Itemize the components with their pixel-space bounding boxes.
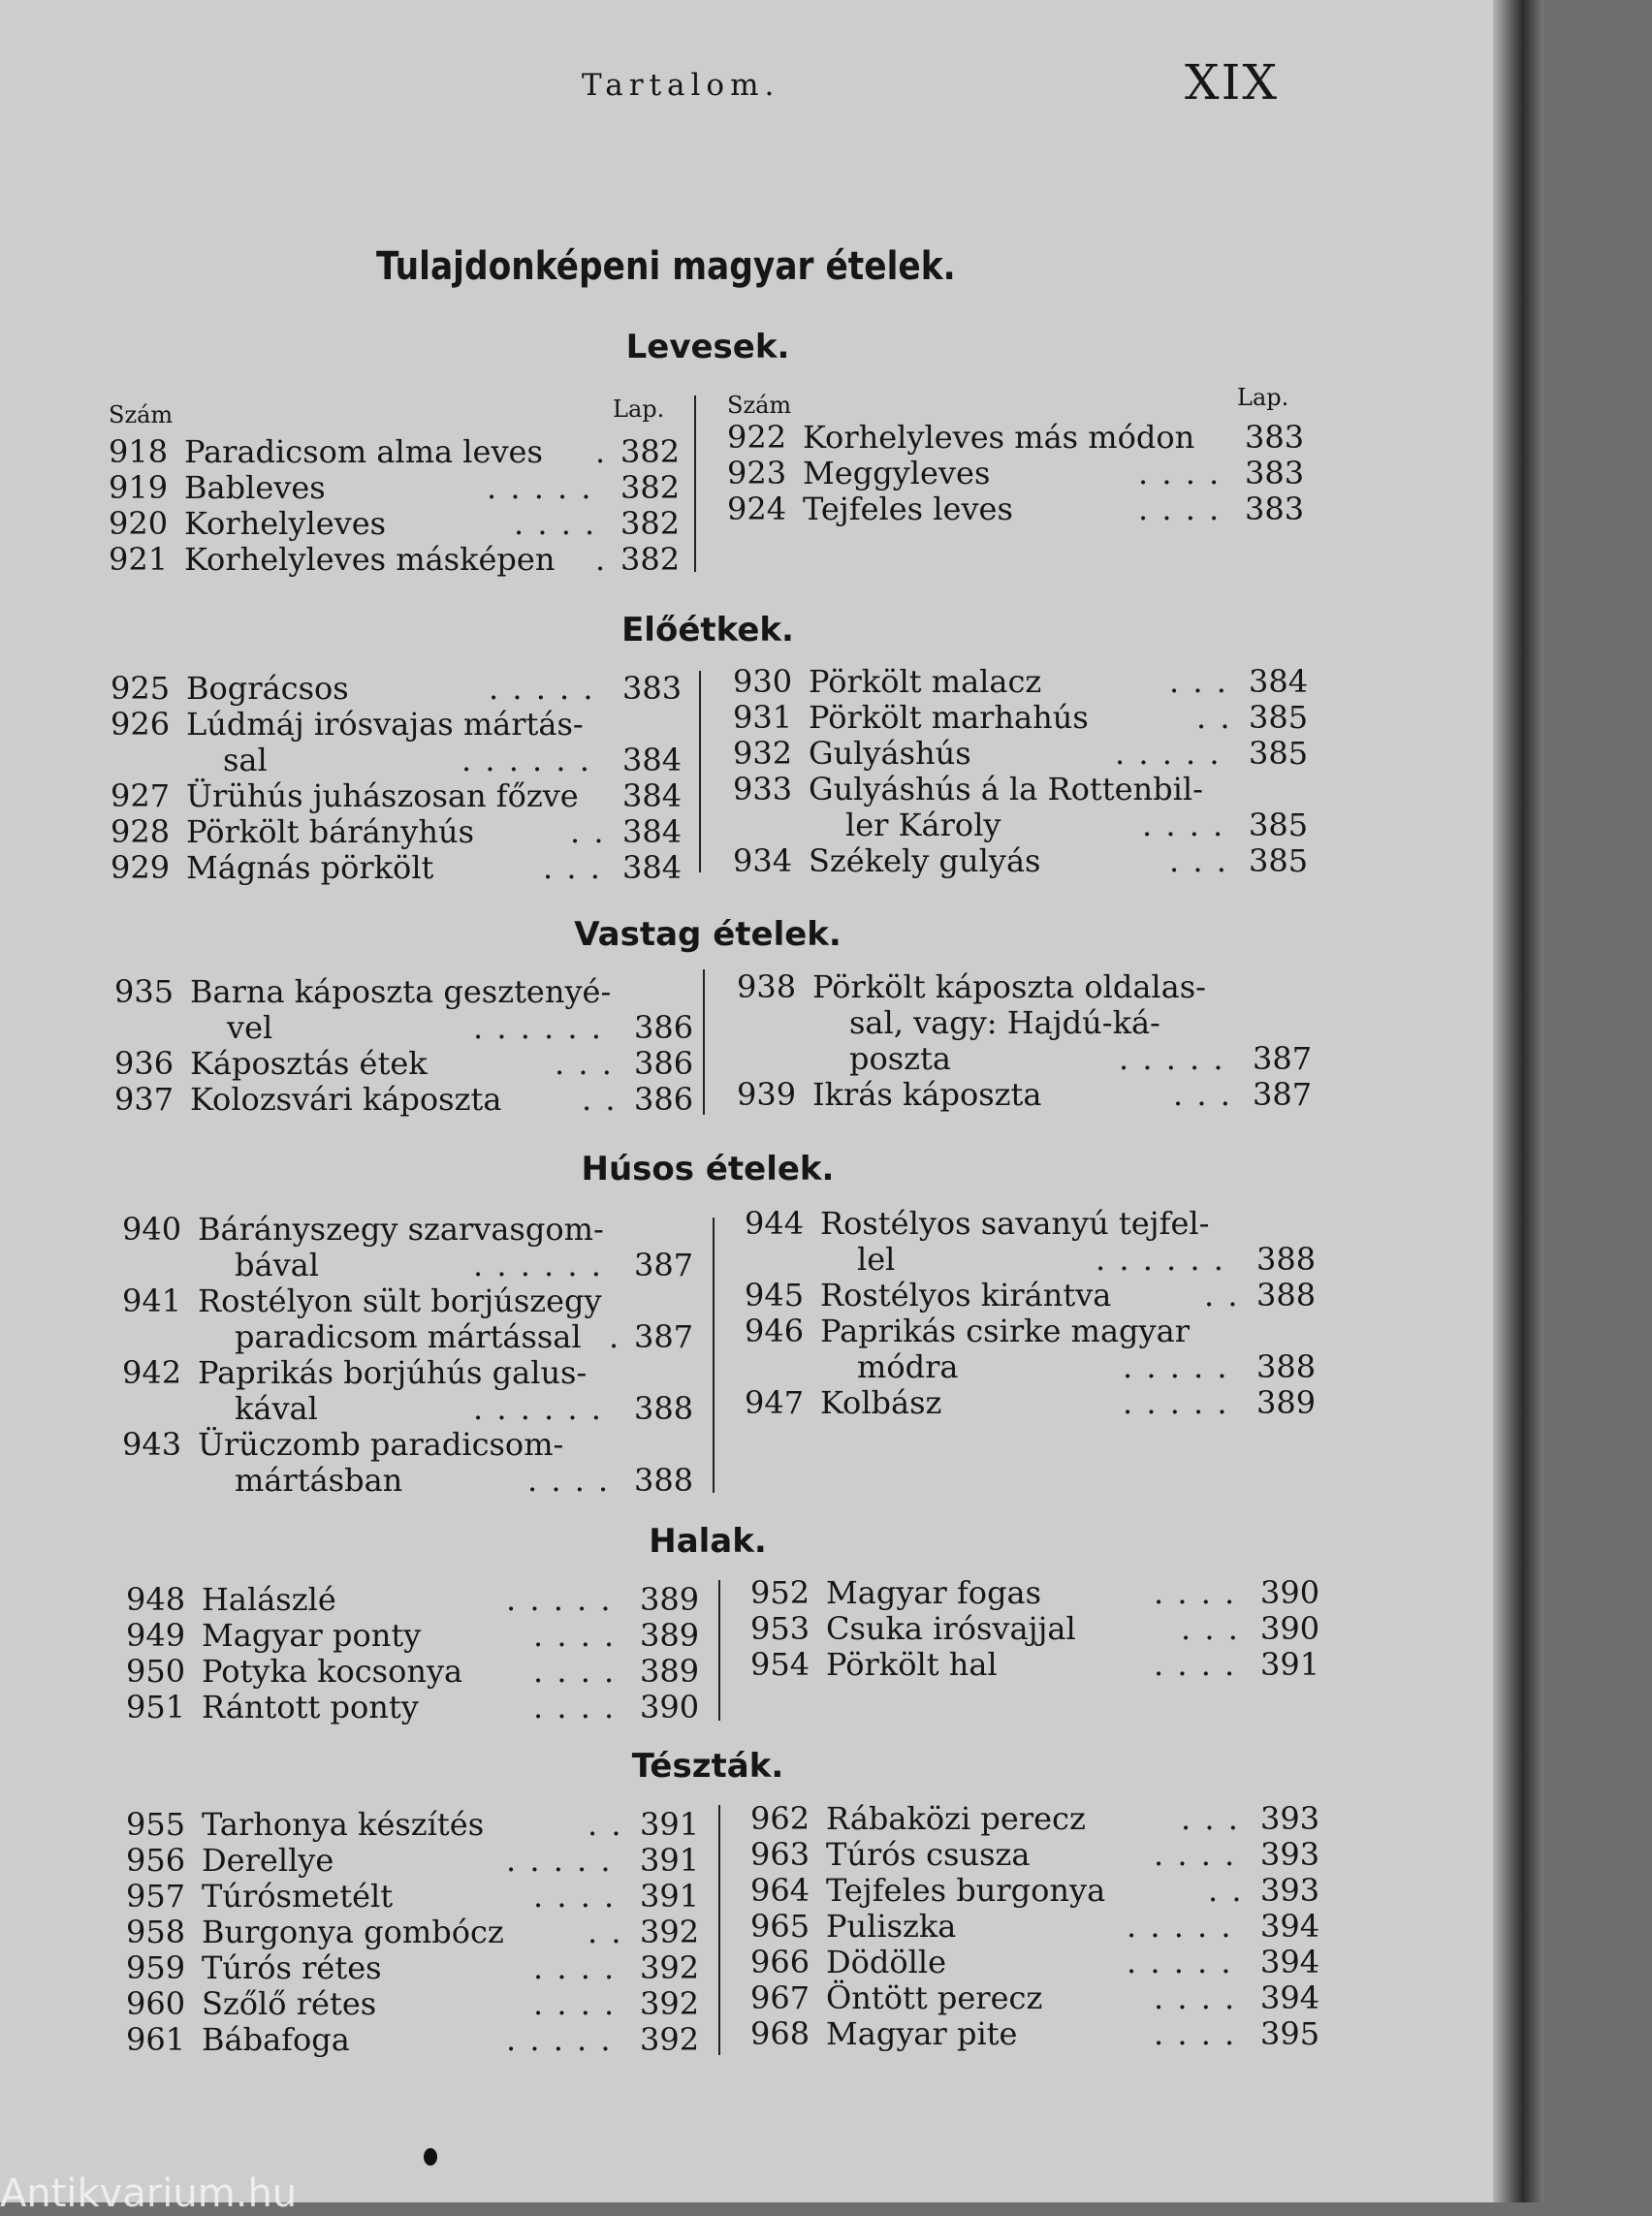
page-reference: 389 — [1256, 1384, 1317, 1421]
entry-title: Túrós csusza — [826, 1836, 1031, 1873]
dot-leader: . . . . . — [1123, 1384, 1229, 1421]
dot-leader: . . . — [1181, 1610, 1240, 1647]
list-item — [750, 2016, 1017, 2052]
entry-title: Korhelyleves másképen — [184, 541, 556, 578]
list-item — [111, 671, 349, 707]
entry-title-continuation: kával — [235, 1390, 318, 1427]
page-reference: 385 — [1249, 699, 1309, 736]
entry-number: 924 — [727, 491, 787, 527]
page-reference: 394 — [1260, 1908, 1320, 1945]
entry-number: 922 — [727, 419, 787, 456]
dot-leader: . . . — [1169, 663, 1228, 700]
page-reference: 392 — [640, 1914, 700, 1950]
entry-title-continuation: ler Károly — [845, 807, 1001, 843]
entry-number: 952 — [750, 1574, 810, 1611]
entry-title: Dödölle — [826, 1944, 947, 1980]
dot-leader: . . . . . — [506, 2021, 613, 2058]
column-divider — [718, 1805, 720, 2055]
entry-title-continuation: paradicsom mártással — [235, 1318, 582, 1355]
entry-title-continuation: mártásban — [235, 1462, 403, 1499]
dot-leader: . . . . . — [1127, 1944, 1233, 1980]
page-reference: 390 — [1260, 1574, 1320, 1611]
entry-number: 923 — [727, 455, 787, 491]
page-title: Tulajdonképeni magyar ételek. — [376, 244, 956, 289]
list-item — [126, 1950, 382, 1986]
entry-title: Ürüczomb paradicsom- — [198, 1426, 564, 1463]
entry-title: Tarhonya készítés — [202, 1806, 485, 1843]
list-item — [727, 491, 1013, 527]
column-divider — [699, 671, 701, 872]
entry-title: Korhelyleves más módon — [803, 419, 1195, 456]
page-reference: 387 — [1253, 1076, 1313, 1113]
dot-leader: . . . . — [533, 1653, 617, 1690]
entry-number: 956 — [126, 1842, 186, 1879]
dot-leader: . — [595, 541, 608, 578]
entry-title: Székely gulyás — [809, 842, 1041, 879]
list-item — [745, 1206, 1209, 1242]
entry-title-continuation: vel — [227, 1009, 273, 1046]
list-item — [733, 736, 971, 772]
column-divider — [718, 1580, 720, 1721]
dot-leader: . . . . . — [1115, 735, 1222, 772]
list-item — [111, 778, 579, 814]
dot-leader: . . — [1204, 1277, 1240, 1314]
entry-title: Bográcsos — [186, 670, 349, 707]
dot-leader: . . . . — [533, 1689, 617, 1725]
entry-title: Szőlő rétes — [202, 1985, 377, 2022]
entry-number: 920 — [109, 505, 169, 542]
page-reference: 384 — [1249, 663, 1309, 700]
dot-leader: . . . — [1181, 1800, 1240, 1837]
entry-title: Halászlé — [202, 1581, 336, 1618]
entry-title: Pörkölt bárányhús — [186, 813, 474, 850]
page-reference: 383 — [1245, 419, 1305, 456]
page-reference: 387 — [634, 1247, 694, 1283]
list-item — [737, 969, 1206, 1005]
page-reference: 386 — [634, 1045, 694, 1082]
entry-title: Pörkölt marhahús — [809, 699, 1089, 736]
list-item — [750, 1873, 1105, 1909]
entry-number: 947 — [745, 1384, 805, 1421]
entry-number: 941 — [122, 1282, 182, 1319]
list-item — [727, 456, 990, 491]
list-item — [750, 1611, 1076, 1647]
page-reference: 387 — [1253, 1040, 1313, 1077]
running-head: Tartalom. — [582, 68, 780, 103]
page-reference: 387 — [634, 1318, 694, 1355]
entry-title: Meggyleves — [803, 455, 991, 491]
entry-number: 945 — [745, 1277, 805, 1314]
page-reference: 391 — [640, 1842, 700, 1879]
dot-leader: . . . . . . — [473, 1009, 603, 1046]
entry-number: 942 — [122, 1354, 182, 1391]
list-item — [126, 1807, 484, 1843]
dot-leader: . . . — [1173, 1076, 1232, 1113]
page-reference: 388 — [1256, 1241, 1317, 1278]
entry-title-continuation: poszta — [849, 1040, 951, 1077]
entry-number: 966 — [750, 1944, 810, 1980]
dot-leader: . . . . — [1154, 1574, 1237, 1611]
entry-number: 934 — [733, 842, 793, 879]
dot-leader: . . — [582, 1081, 618, 1118]
entry-title: Paprikás csirke magyar — [820, 1313, 1190, 1349]
entry-title: Bableves — [184, 469, 326, 506]
page-reference: 389 — [640, 1617, 700, 1654]
list-item — [745, 1278, 1111, 1314]
entry-title: Kolbász — [820, 1384, 942, 1421]
entry-title: Csuka irósvajjal — [826, 1610, 1076, 1647]
entry-number: 959 — [126, 1949, 186, 1986]
column-head-page: Lap. — [1237, 384, 1289, 411]
column-divider — [713, 1218, 715, 1493]
page-reference: 385 — [1249, 842, 1309, 879]
dot-leader: . . . . — [1142, 807, 1225, 843]
dot-leader: . . . . — [1138, 455, 1222, 491]
section-heading: Tészták. — [631, 1747, 784, 1786]
entry-title: Pörkölt hal — [826, 1646, 998, 1683]
list-item — [109, 506, 386, 542]
page-reference: 383 — [622, 670, 683, 707]
entry-number: 926 — [111, 706, 171, 743]
list-item — [745, 1385, 941, 1421]
page-reference: 384 — [622, 813, 683, 850]
entry-title: Derellye — [202, 1842, 334, 1879]
entry-title-continuation: lel — [857, 1241, 896, 1278]
list-item — [109, 434, 543, 470]
entry-title: Magyar ponty — [202, 1617, 422, 1654]
entry-number: 951 — [126, 1689, 186, 1725]
entry-number: 921 — [109, 541, 169, 578]
section-heading: Levesek. — [625, 328, 790, 366]
dot-leader: . . . . . . — [473, 1390, 603, 1427]
page-reference: 385 — [1249, 735, 1309, 772]
dot-leader: . . . . . — [1127, 1908, 1233, 1945]
entry-title: Rostélyon sült borjúszegy — [198, 1282, 602, 1319]
list-item — [122, 1355, 587, 1391]
entry-title: Pörkölt káposzta oldalas- — [812, 968, 1206, 1005]
section-heading: Vastag ételek. — [574, 915, 842, 954]
entry-number: 933 — [733, 771, 793, 807]
entry-title: Tejfeles leves — [803, 491, 1013, 527]
entry-number: 960 — [126, 1985, 186, 2022]
entry-number: 927 — [111, 777, 171, 814]
page-reference: 382 — [620, 469, 681, 506]
dot-leader: . . — [1196, 699, 1232, 736]
page-reference: 386 — [634, 1081, 694, 1118]
entry-number: 965 — [750, 1908, 810, 1945]
entry-number: 930 — [733, 663, 793, 700]
entry-number: 954 — [750, 1646, 810, 1683]
list-item — [750, 1801, 1086, 1837]
page-reference: 390 — [640, 1689, 700, 1725]
entry-number: 946 — [745, 1313, 805, 1349]
entry-title: Korhelyleves — [184, 505, 387, 542]
dot-leader: . . — [570, 813, 606, 850]
list-item — [733, 843, 1040, 879]
page-reference: 389 — [640, 1581, 700, 1618]
entry-number: 935 — [114, 973, 175, 1010]
dot-leader: . . . . . — [1119, 1040, 1225, 1077]
dot-leader: . . . . — [1154, 2015, 1237, 2052]
entry-title: Potyka kocsonya — [202, 1653, 463, 1690]
list-item — [111, 814, 474, 850]
dot-leader: . . . . — [1154, 1836, 1237, 1873]
dot-leader: . . . . . . — [473, 1247, 603, 1283]
section-heading: Húsos ételek. — [581, 1150, 835, 1188]
entry-title: Rostélyos savanyú tejfel- — [820, 1205, 1210, 1242]
entry-title: Kolozsvári káposzta — [190, 1081, 502, 1118]
ink-spot — [424, 2148, 437, 2166]
entry-title: Ürühús juhászosan főzve — [186, 777, 579, 814]
entry-title: Bábafoga — [202, 2021, 350, 2058]
list-item — [126, 1986, 376, 2022]
list-item — [750, 1837, 1030, 1873]
entry-title: Barna káposzta gesztenyé- — [190, 973, 612, 1010]
page-reference: 390 — [1260, 1610, 1320, 1647]
page-reference: 392 — [640, 2021, 700, 2058]
entry-number: 953 — [750, 1610, 810, 1647]
list-item — [733, 700, 1089, 736]
dot-leader: . . . — [555, 1045, 614, 1082]
list-item — [750, 1575, 1041, 1611]
entry-number: 939 — [737, 1076, 797, 1113]
entry-title: Gulyáshús — [809, 735, 971, 772]
entry-number: 943 — [122, 1426, 182, 1463]
entry-number: 937 — [114, 1081, 175, 1118]
page-reference: 391 — [640, 1806, 700, 1843]
entry-number: 961 — [126, 2021, 186, 2058]
entry-number: 936 — [114, 1045, 175, 1082]
list-item — [114, 1046, 428, 1082]
entry-title: Magyar pite — [826, 2015, 1018, 2052]
column-head-number: Szám — [109, 401, 174, 428]
page-reference: 384 — [622, 777, 683, 814]
dot-leader: . — [595, 433, 608, 470]
page-reference: 393 — [1260, 1836, 1320, 1873]
list-item — [126, 1654, 462, 1690]
page-reference: 383 — [1245, 491, 1305, 527]
entry-number: 964 — [750, 1872, 810, 1909]
page-reference: 382 — [620, 505, 681, 542]
page-reference: 383 — [1245, 455, 1305, 491]
list-item — [126, 2022, 350, 2058]
list-item — [126, 1843, 334, 1879]
page-number-roman: XIX — [1185, 54, 1279, 111]
page-reference: 382 — [620, 541, 681, 578]
entry-number: 929 — [111, 849, 171, 886]
entry-title: Burgonya gombócz — [202, 1914, 504, 1950]
dot-leader: . . . . — [527, 1462, 611, 1499]
dot-leader: . . . . . — [1123, 1348, 1229, 1385]
entry-title-continuation: módra — [857, 1348, 959, 1385]
page-reference: 391 — [640, 1878, 700, 1915]
dot-leader: . . — [588, 1914, 623, 1950]
list-item — [114, 974, 611, 1010]
dot-leader: . . . . — [533, 1617, 617, 1654]
page-reference: 392 — [640, 1985, 700, 2022]
list-item — [727, 420, 1194, 456]
dot-leader: . . . . . — [506, 1842, 613, 1879]
list-item — [109, 542, 555, 578]
entry-number: 949 — [126, 1617, 186, 1654]
list-item — [122, 1212, 604, 1248]
dot-leader: . . . . . — [506, 1581, 613, 1618]
page-reference: 389 — [640, 1653, 700, 1690]
list-item — [750, 1647, 998, 1683]
dot-leader: . . . . — [533, 1949, 617, 1986]
entry-title: Bárányszegy szarvasgom- — [198, 1211, 604, 1248]
column-head-number: Szám — [727, 392, 792, 419]
dot-leader: . . . . — [514, 505, 597, 542]
entry-number: 967 — [750, 1979, 810, 2016]
section-heading: Előétkek. — [621, 611, 794, 649]
dot-leader: . . . — [1169, 842, 1228, 879]
list-item — [126, 1582, 336, 1618]
entry-number: 948 — [126, 1581, 186, 1618]
entry-title: Mágnás pörkölt — [186, 849, 434, 886]
column-divider — [694, 396, 696, 572]
dot-leader: . . . . — [1154, 1979, 1237, 2016]
list-item — [111, 707, 584, 743]
dot-leader: . . . . . — [487, 469, 593, 506]
list-item — [111, 850, 433, 886]
entry-number: 963 — [750, 1836, 810, 1873]
entry-number: 931 — [733, 699, 793, 736]
entry-title: Ikrás káposzta — [812, 1076, 1042, 1113]
page-reference: 388 — [1256, 1277, 1317, 1314]
page-reference: 384 — [622, 849, 683, 886]
list-item — [126, 1915, 504, 1950]
entry-number: 940 — [122, 1211, 182, 1248]
entry-number: 944 — [745, 1205, 805, 1242]
dot-leader: . — [609, 1318, 621, 1355]
entry-title: Káposztás étek — [190, 1045, 428, 1082]
list-item — [733, 772, 1203, 807]
entry-number: 962 — [750, 1800, 810, 1837]
entry-title: Gulyáshús á la Rottenbil- — [809, 771, 1203, 807]
entry-title: Rántott ponty — [202, 1689, 419, 1725]
entry-number: 957 — [126, 1878, 186, 1915]
entry-title: Tejfeles burgonya — [826, 1872, 1106, 1909]
entry-title: Lúdmáj irósvajas mártás- — [186, 706, 584, 743]
list-item — [126, 1879, 393, 1915]
page-reference: 393 — [1260, 1872, 1320, 1909]
entry-title-continuation: sal — [223, 742, 268, 778]
page-reference: 394 — [1260, 1944, 1320, 1980]
watermark: Antikvarium.hu — [0, 2171, 298, 2216]
entry-title-continuation: bával — [235, 1247, 319, 1283]
dot-leader: . . . . — [1154, 1646, 1237, 1683]
entry-title: Rostélyos kirántva — [820, 1277, 1112, 1314]
dot-leader: . . . . — [1138, 491, 1222, 527]
page-reference: 386 — [634, 1009, 694, 1046]
entry-title: Pörkölt malacz — [809, 663, 1042, 700]
list-item — [109, 470, 326, 506]
entry-number: 955 — [126, 1806, 186, 1843]
page-reference: 391 — [1260, 1646, 1320, 1683]
entry-number: 958 — [126, 1914, 186, 1950]
entry-number: 950 — [126, 1653, 186, 1690]
entry-title: Puliszka — [826, 1908, 957, 1945]
dot-leader: . . . . . . — [461, 742, 591, 778]
entry-number: 919 — [109, 469, 169, 506]
entry-number: 918 — [109, 433, 169, 470]
entry-number: 968 — [750, 2015, 810, 2052]
dot-leader: . . . — [543, 849, 602, 886]
column-divider — [703, 969, 705, 1115]
list-item — [126, 1618, 421, 1654]
list-item — [126, 1690, 419, 1725]
dot-leader: . . . . — [533, 1878, 617, 1915]
page-reference: 395 — [1260, 2015, 1320, 2052]
entry-number: 925 — [111, 670, 171, 707]
dot-leader: . . — [588, 1806, 623, 1843]
entry-title: Túrós rétes — [202, 1949, 382, 1986]
list-item — [745, 1314, 1190, 1349]
dot-leader: . . . . . — [489, 670, 595, 707]
list-item — [114, 1082, 501, 1118]
entry-title: Öntött perecz — [826, 1979, 1043, 2016]
page-reference: 384 — [622, 742, 683, 778]
entry-title: Paradicsom alma leves — [184, 433, 543, 470]
list-item — [733, 664, 1041, 700]
entry-title: Túrósmetélt — [202, 1878, 394, 1915]
page-reference: 385 — [1249, 807, 1309, 843]
page-reference: 394 — [1260, 1979, 1320, 2016]
list-item — [750, 1909, 956, 1945]
list-item — [750, 1980, 1042, 2016]
entry-number: 928 — [111, 813, 171, 850]
page-reference: 388 — [634, 1390, 694, 1427]
entry-title-continuation: sal, vagy: Hajdú-ká- — [849, 1004, 1160, 1041]
page-reference: 392 — [640, 1949, 700, 1986]
entry-number: 932 — [733, 735, 793, 772]
page-edge-binding — [1493, 0, 1543, 2202]
dot-leader: . . . . . . — [1096, 1241, 1225, 1278]
list-item — [737, 1077, 1041, 1113]
entry-title: Rábaközi perecz — [826, 1800, 1086, 1837]
dot-leader: . . — [1208, 1872, 1244, 1909]
entry-number: 938 — [737, 968, 797, 1005]
list-item — [122, 1427, 563, 1463]
page-reference: 388 — [634, 1462, 694, 1499]
dot-leader: . . . . — [533, 1985, 617, 2022]
section-heading: Halak. — [649, 1522, 767, 1561]
entry-title: Paprikás borjúhús galus- — [198, 1354, 588, 1391]
page-reference: 388 — [1256, 1348, 1317, 1385]
page-reference: 393 — [1260, 1800, 1320, 1837]
column-head-page: Lap. — [613, 396, 665, 423]
list-item — [750, 1945, 946, 1980]
page-reference: 382 — [620, 433, 681, 470]
entry-title: Magyar fogas — [826, 1574, 1042, 1611]
list-item — [122, 1283, 602, 1319]
